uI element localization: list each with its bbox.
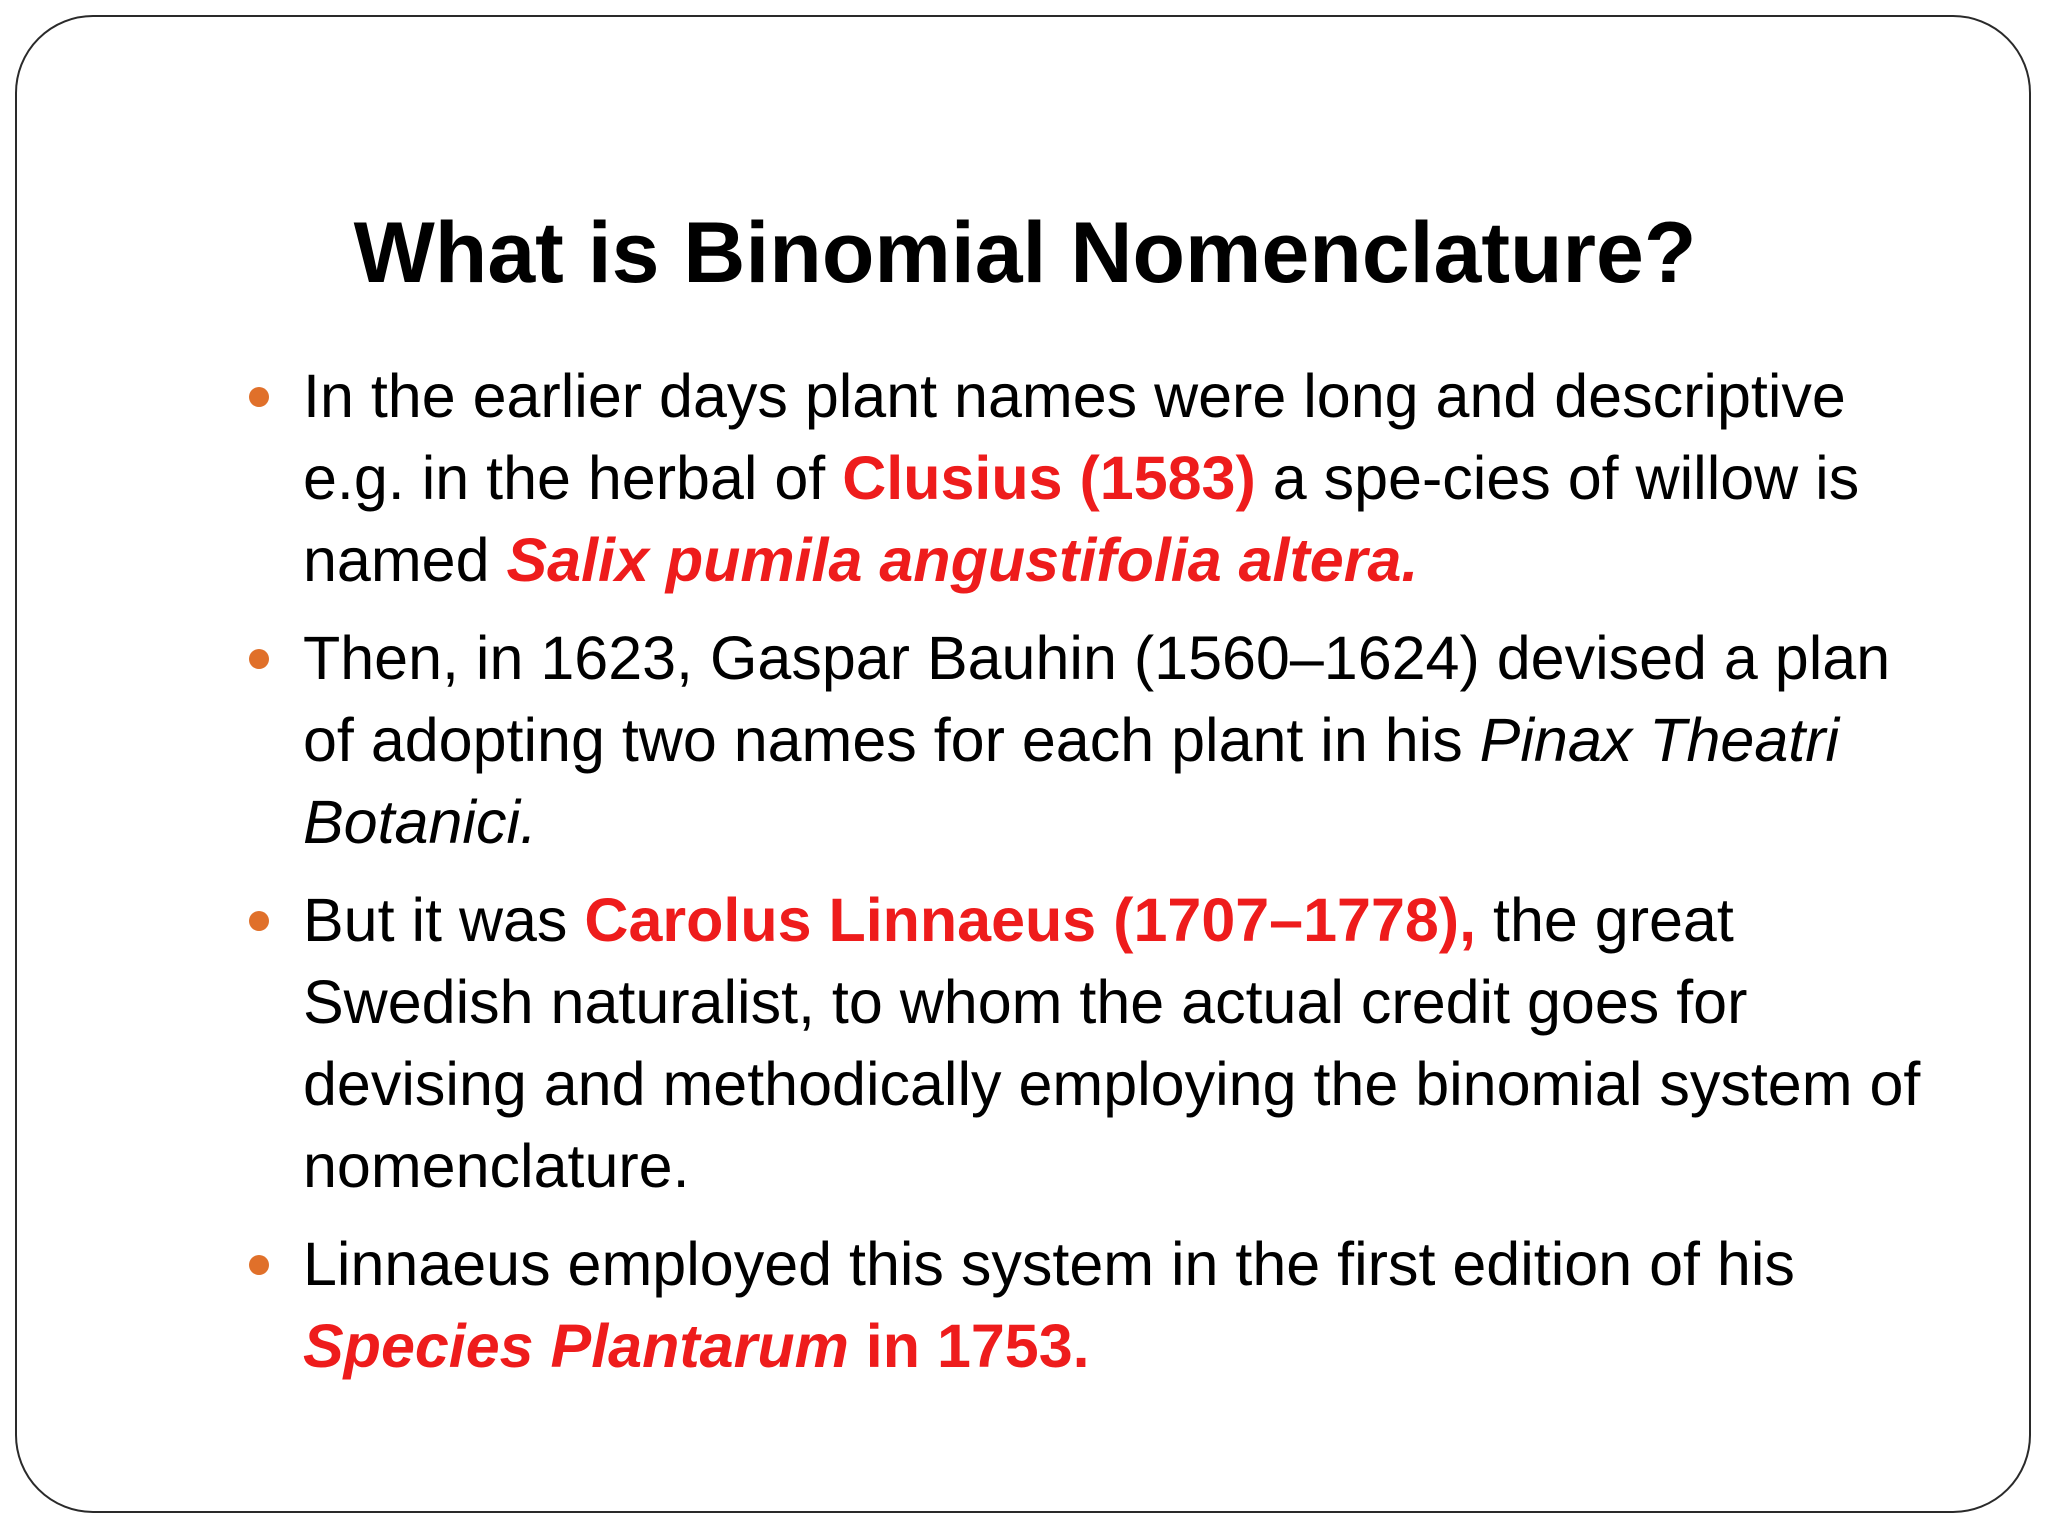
highlight-author-clusius: Clusius (1583) [842,444,1256,512]
book-title-species-plantarum: Species Plantarum [303,1312,849,1380]
bullet-dot-icon [249,911,269,931]
bullet-text-segment: a spe-cies of willow is named [303,444,1860,594]
bullet-text [303,355,1947,601]
bullet-item [227,355,1947,601]
bullet-item [227,1223,1947,1387]
highlight-author-linnaeus: Carolus Linnaeus (1707–1778), [584,886,1477,954]
bullet-text-segment: Then, in 1623, Gaspar Bauhin (1560–1624) devised a plan of adopting two names for each plant in his [303,624,1891,774]
bullet-item [227,879,1947,1207]
bullet-text-segment: In the earlier days plant names were long and descriptive e.g. in the herbal of [303,362,1846,512]
bullet-text [303,879,1947,1207]
bullet-text [303,617,1947,863]
book-title-pinax: Pinax Theatri Botanici. [303,706,1840,856]
bullet-item [227,617,1947,863]
bullet-dot-icon [249,387,269,407]
highlight-species-name: Salix pumila angustifolia altera. [506,526,1419,594]
bullet-text-segment: Linnaeus employed this system in the first edition of his [303,1230,1795,1298]
bullet-dot-icon [249,1255,269,1275]
bullet-text-segment: the great Swedish naturalist, to whom the actual credit goes for devising and methodically employing the binomial system of nomenclature. [303,886,1921,1200]
bullet-dot-icon [249,649,269,669]
bullet-text [303,1223,1947,1387]
highlight-year-1753: in 1753. [848,1312,1090,1380]
slide-frame [15,15,2031,1513]
bullet-text-segment: But it was [303,886,585,954]
bullet-list [227,355,1947,1403]
slide-title: What is Binomial Nomenclature? [353,205,1697,301]
